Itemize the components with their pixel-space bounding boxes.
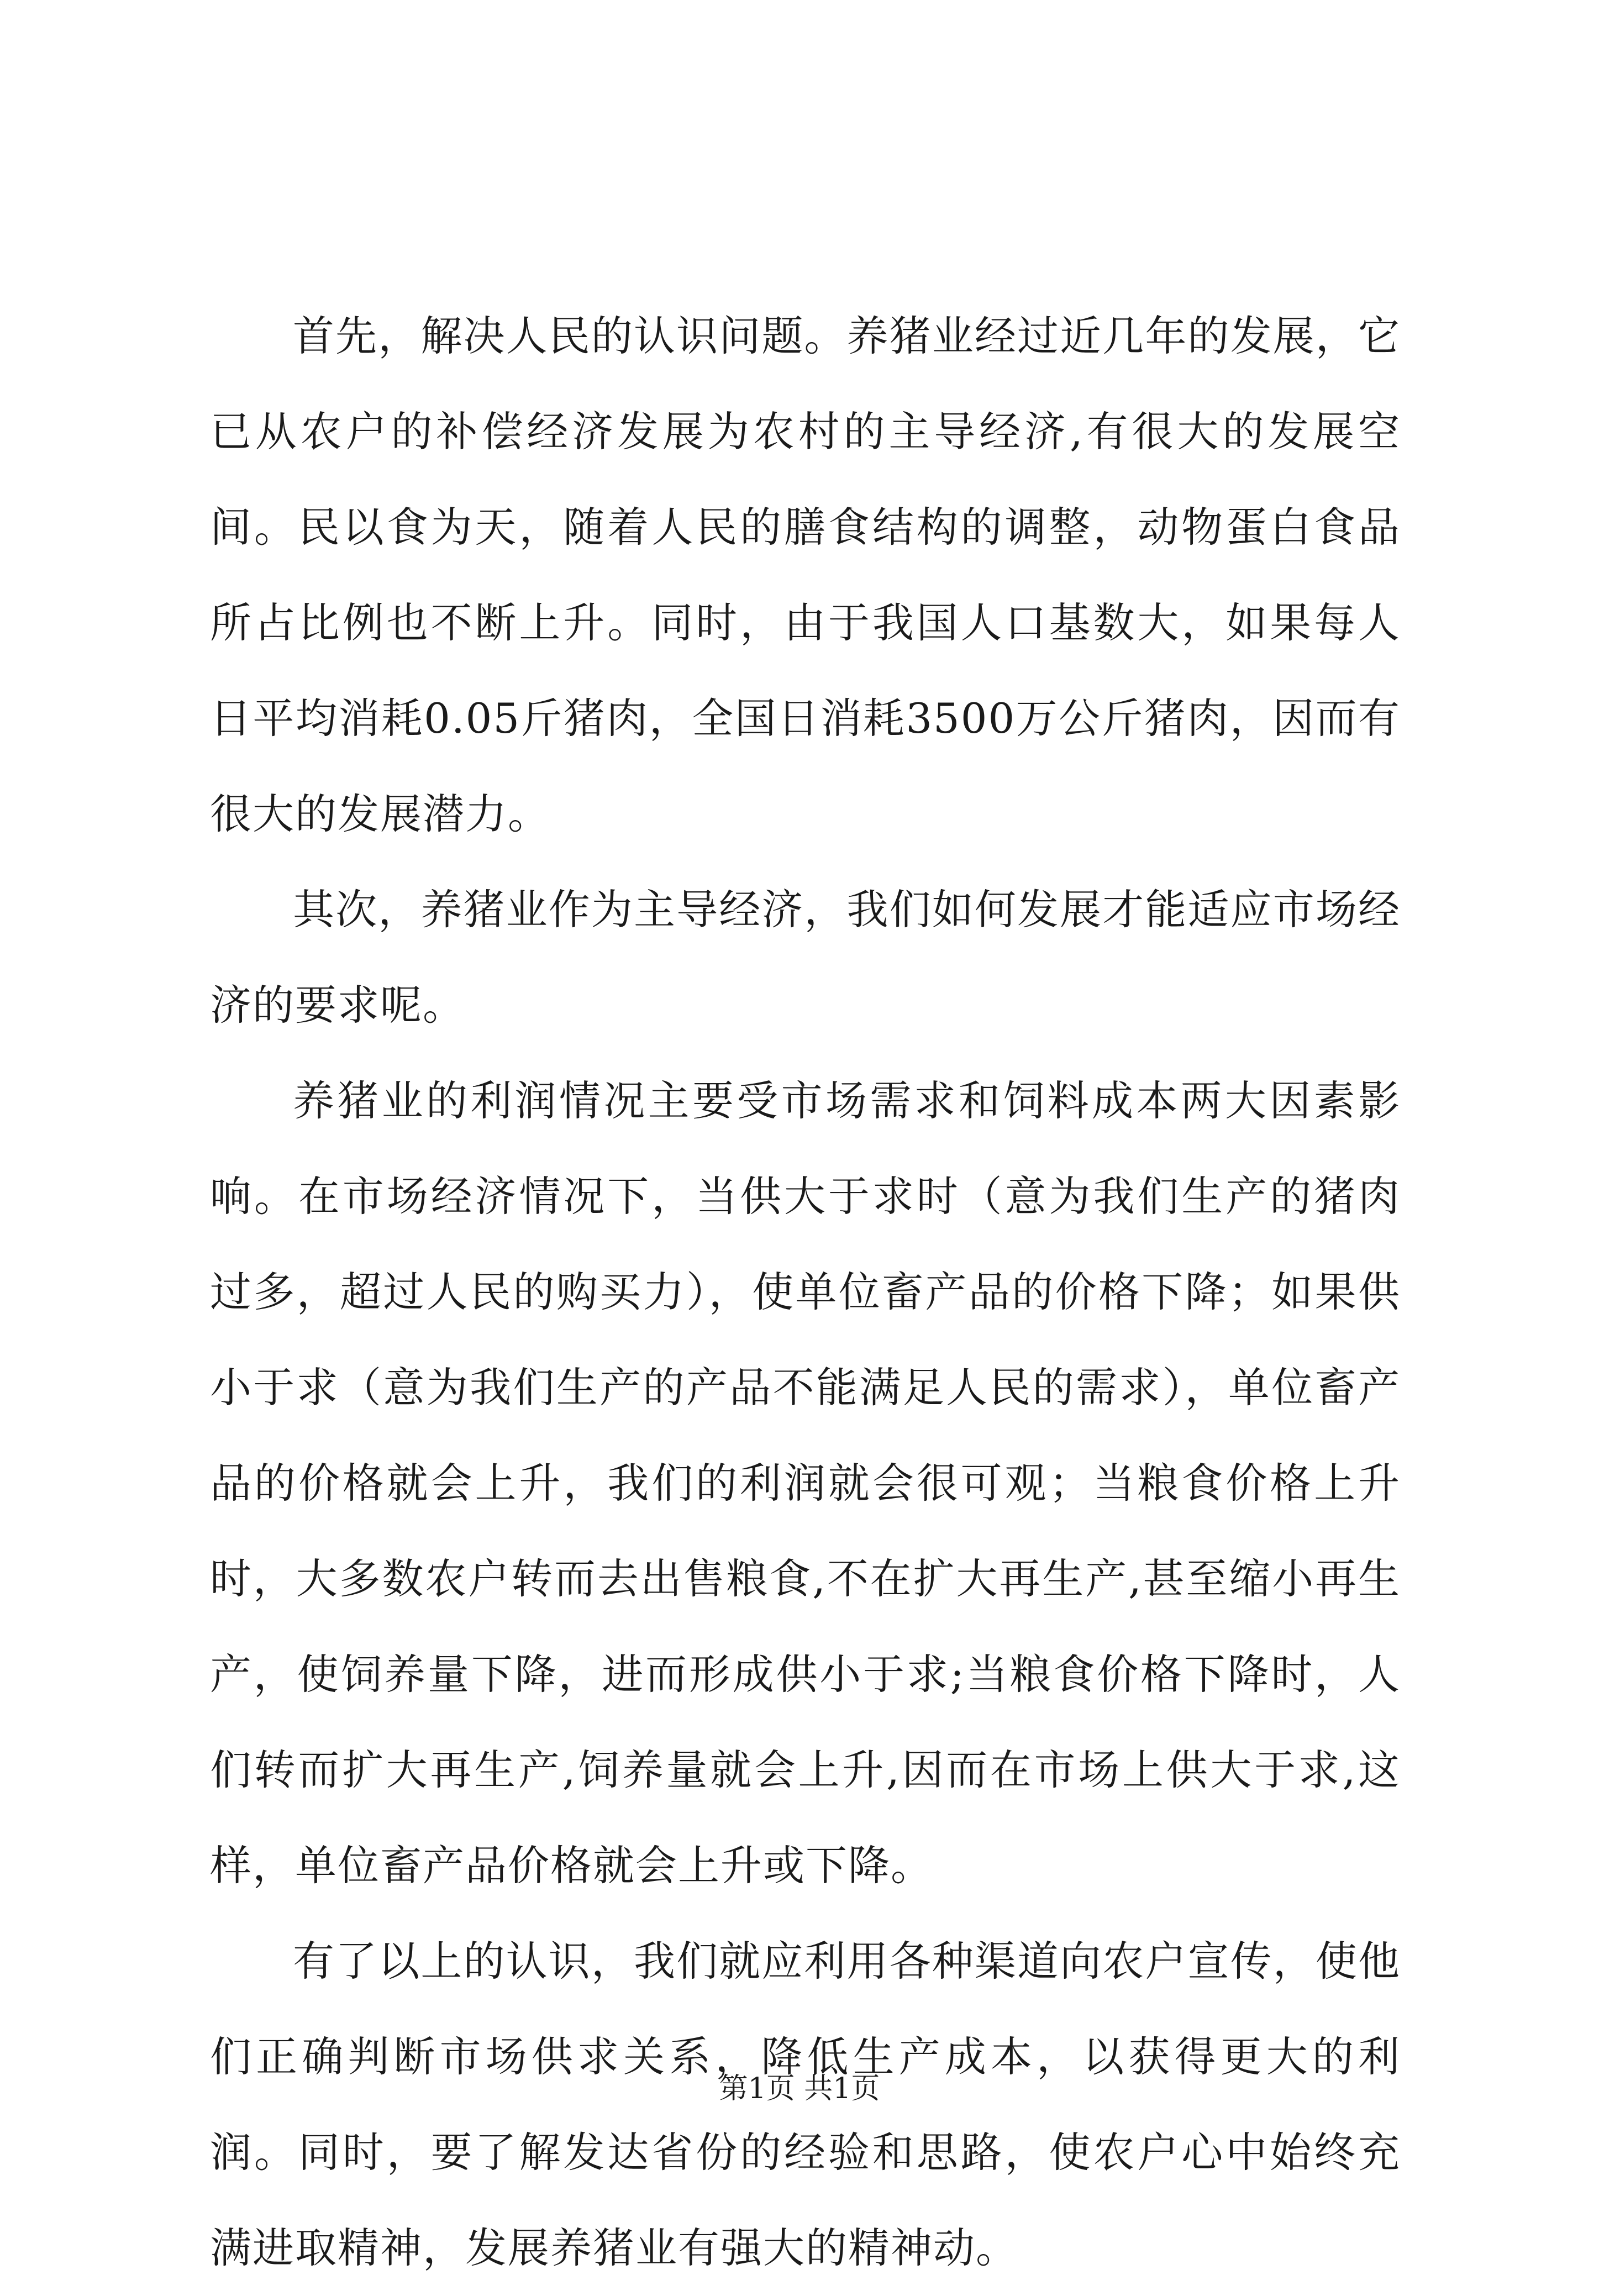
paragraph-3: 养猪业的利润情况主要受市场需求和饲料成本两大因素影响。在市场经济情况下，当供大于求时（意为我们生产的猪肉过多，超过人民的购买力），使单位畜产品的价格下降；如果供小于求（意为我们生产的产品不能满足人民的需求），单位畜产品的价格就会上升，我们的利润就会很可观；当粮食价格上升时，大多数农户转而去出售粮食,不在扩大再生产,甚至缩小再生产，使饲养量下降，进而形成供小于求;当粮食价格下降时，人们转而扩大再生产,饲养量就会上升,因而在市场上供大于求,这样，单位畜产品价格就会上升或下降。 [210,1076,1401,1890]
paragraph-2: 其次，养猪业作为主导经济，我们如何发展才能适应市场经济的要求呢。 [210,885,1401,1029]
page-footer: 第1页 共1页 [719,2072,880,2105]
document-body [210,288,1401,2296]
paragraph-1: 首先，解决人民的认识问题。养猪业经过近几年的发展，它已从农户的补偿经济发展为农村的主导经济,有很大的发展空间。民以食为天，随着人民的膳食结构的调整，动物蛋白食品所占比例也不断上升。同时，由于我国人口基数大，如果每人日平均消耗0.05斤猪肉，全国日消耗3500万公斤猪肉，因而有很大的发展潜力。 [210,312,1401,838]
paragraph-4: 有了以上的认识，我们就应利用各种渠道向农户宣传，使他们正确判断市场供求关系，降低生产成本，以获得更大的利润。同时，要了解发达省份的经验和思路，使农户心中始终充满进取精神，发展养猪业有强大的精神动。 [210,1937,1401,2272]
